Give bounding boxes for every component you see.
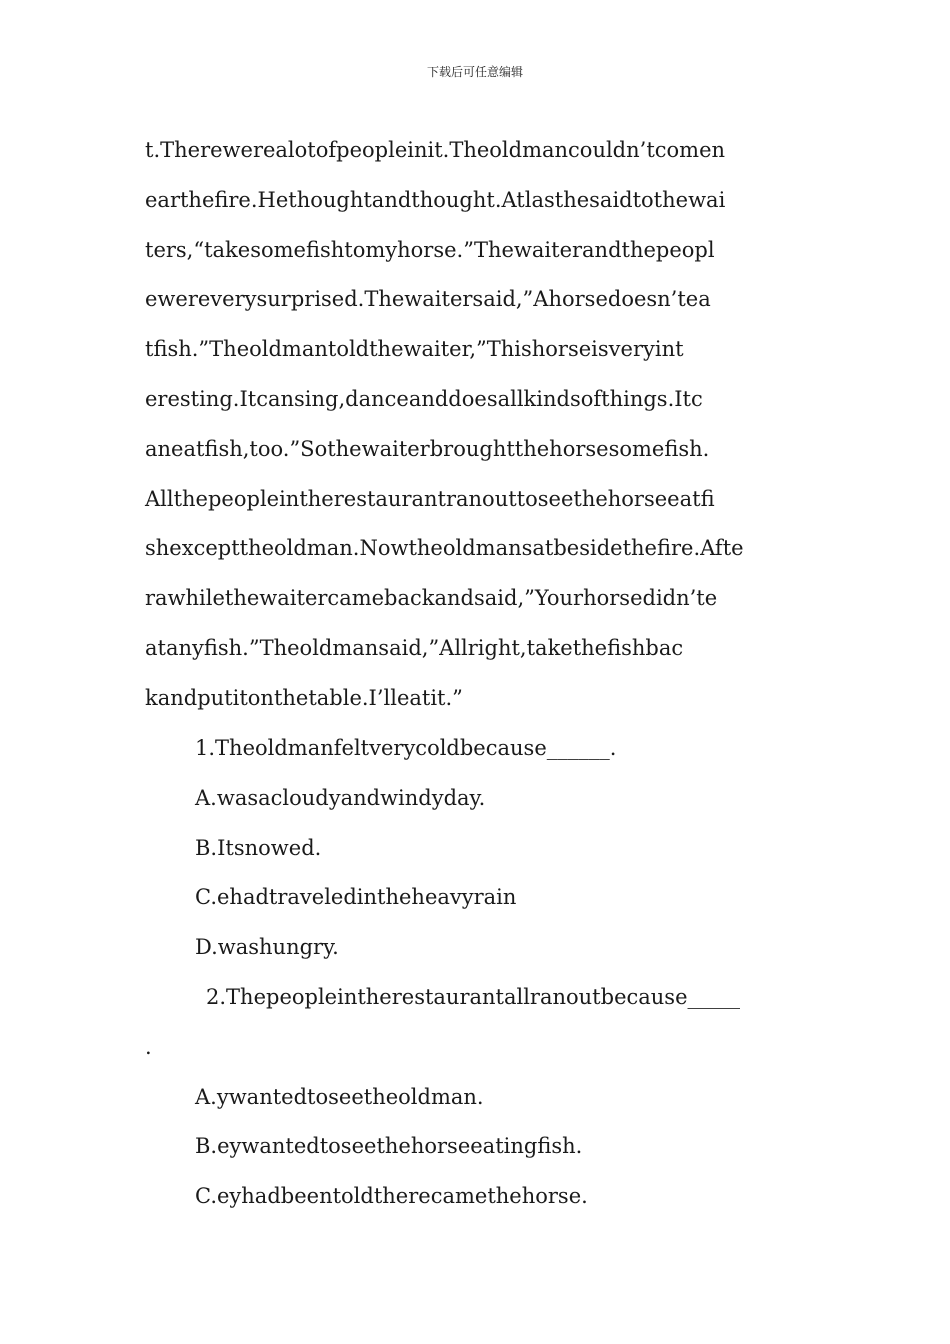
question-1-stem: 1.Theoldmanfeltverycoldbecause______. bbox=[195, 736, 617, 760]
passage-line: ters,“takesomefishtomyhorse.”Thewaiterandthepeopl bbox=[145, 237, 715, 262]
passage-line: eresting.Itcansing,danceanddoesallkindsofthings.Itc bbox=[145, 386, 703, 411]
question-1-option-a: A.wasacloudyandwindyday. bbox=[195, 785, 486, 810]
passage-line: atanyfish.”Theoldmansaid,”Allright,takethefishbac bbox=[145, 635, 684, 660]
story-passage bbox=[145, 132, 807, 730]
question-1-option-d: D.washungry. bbox=[195, 935, 339, 960]
passage-line: shexcepttheoldman.Nowtheoldmansatbesidethefire.Afte bbox=[145, 536, 744, 561]
passage-line: earthefire.Hethoughtandthought.Atlasthesaidtothewai bbox=[145, 187, 726, 212]
question-2-stem: 2.Thepeopleintherestaurantallranoutbecause_____ bbox=[206, 984, 741, 1009]
passage-line: rawhilethewaitercamebackandsaid,”Yourhorsedidn’te bbox=[145, 586, 718, 611]
question-1-option-c: C.ehadtraveledintheheavyrain bbox=[195, 885, 517, 910]
passage-line: ewereverysurprised.Thewaitersaid,”Ahorsedoesn’tea bbox=[145, 287, 711, 312]
question-2-option-b: B.eywantedtoseethehorseeatingfish. bbox=[195, 1134, 583, 1159]
question-list bbox=[145, 730, 825, 1228]
question-2-option-c: C.eyhadbeentoldtherecamethehorse. bbox=[195, 1184, 588, 1209]
question-1-option-b: B.Itsnowed. bbox=[195, 835, 322, 860]
page-header-note: 下载后可任意编辑 bbox=[426, 65, 523, 79]
passage-line: t.Therewerealotofpeopleinit.Theoldmancouldn’tcomen bbox=[145, 138, 726, 162]
passage-line: tfish.”Theoldmantoldthewaiter,”Thishorseisveryint bbox=[145, 337, 684, 362]
passage-line: kandputitonthetable.I’lleatit.” bbox=[145, 685, 463, 710]
question-2-option-a: A.ywantedtoseetheoldman. bbox=[195, 1084, 484, 1109]
question-2-stem-continuation: . bbox=[145, 1034, 152, 1059]
passage-line: Allthepeopleintherestaurantranouttoseethehorseeatfi bbox=[145, 486, 715, 511]
passage-line: aneatfish,too.”Sothewaiterbroughtthehorsesomefish. bbox=[145, 436, 710, 461]
